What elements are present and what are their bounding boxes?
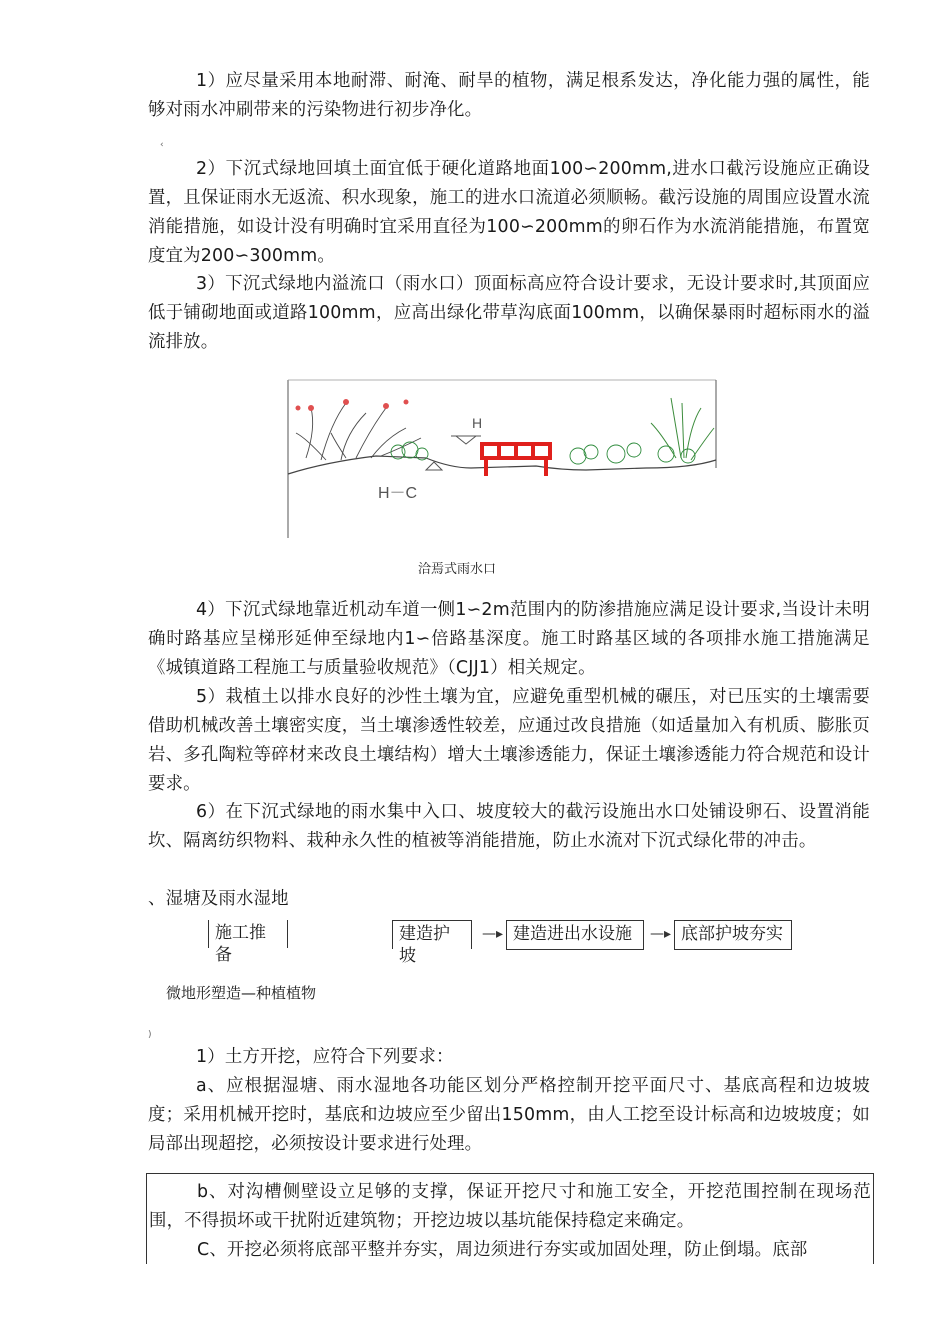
paragraph-sc: C、开挖必须将底部平整并夯实，周边须进行夯实或加固处理，防止倒塌。底部 (197, 1240, 808, 1260)
paragraph-1: 1）应尽量采用本地耐滞、耐淹、耐旱的植物，满足根系发达，净化能力强的属性，能够对雨水冲刷带来的污染物进行初步净化。 (148, 71, 870, 120)
flow-box-slope: 建造护坡 (392, 920, 472, 949)
figure-caption: 洽焉式雨水口 (418, 562, 497, 577)
paragraph-sb: b、对沟槽侧壁设立足够的支撑，保证开挖尺寸和施工安全，开挖范围控制在现场范围，不得损坏或干扰附近建筑物；开挖边坡以基坑能保持稳定来确定。 (149, 1182, 871, 1231)
paragraph-sa: a、应根据湿塘、雨水湿地各功能区划分严格控制开挖平面尺寸、基底高程和边坡坡度；采用机械开挖时，基底和边坡应至少留出150mm，由人工挖至设计标高和边坡坡度；如局部出现超挖，必须按设计要求进行处理。 (148, 1076, 870, 1154)
rain-inlet-diagram (286, 378, 736, 542)
paragraph-2: 2）下沉式绿地回填土面宜低于硬化道路地面100∽200mm,进水口截污设施应正确设置，且保证雨水无返流、积水现象，施工的进水口流道必须顺畅。截污设施的周围应设置水流消能措施，如设计没有明确时宜采用直径为100∽200mm的卵石作为水流消能措施，布置宽度宜为200∽300mm。 (148, 159, 870, 266)
flow-arrow-1: —▸ (482, 926, 504, 942)
paragraph-5: 5）栽植土以排水良好的沙性土壤为宜，应避免重型机械的碾压，对已压实的土壤需要借助机械改善土壤密实度，当土壤渗透性较差，应通过改良措施（如适量加入有机质、膨胀页岩、多孔陶粒等碎材来改良土壤结构）增大土壤渗透能力，保证土壤渗透能力符合规范和设计要求。 (148, 687, 870, 794)
stray-mark-2: ) (148, 1030, 152, 1040)
label-h: H (472, 415, 483, 431)
rain-inlet-figure (286, 378, 736, 542)
paragraph-4: 4）下沉式绿地靠近机动车道一侧1∽2m范围内的防渗措施应满足设计要求,当设计未明确时路基应呈梯形延伸至绿地内1∽倍路基深度。施工时路基区域的各项排水施工措施满足《城镇道路工程施工与质量验收规范》（CJJ1）相关规定。 (148, 600, 870, 678)
flow-box-compact: 底部护坡夯实 (674, 920, 792, 950)
paragraph-3: 3）下沉式绿地内溢流口（雨水口）顶面标高应符合设计要求，无设计要求时,其顶面应低于铺砌地面或道路100mm，应高出绿化带草沟底面100mm，以确保暴雨时超标雨水的溢流排放。 (148, 274, 870, 352)
flow-next-step: 微地形塑造—种植植物 (166, 984, 317, 1002)
paragraph-6: 6）在下沉式绿地的雨水集中入口、坡度较大的截污设施出水口处铺设卵石、设置消能坎、隔离纺织物料、栽种永久性的植被等消能措施，防止水流对下沉式绿化带的冲击。 (148, 802, 870, 851)
flow-box-inlet: 建造进出水设施 (506, 920, 644, 950)
flow-box-prepare: 施工推备 (208, 920, 288, 948)
flow-arrow-2: —▸ (650, 926, 672, 942)
stray-mark: ‹ (160, 140, 164, 150)
boxed-section (146, 1173, 874, 1264)
label-hc: H－C (378, 485, 418, 502)
section-heading: 、湿塘及雨水湿地 (148, 889, 289, 909)
paragraph-s1: 1）土方开挖，应符合下列要求： (196, 1047, 454, 1067)
